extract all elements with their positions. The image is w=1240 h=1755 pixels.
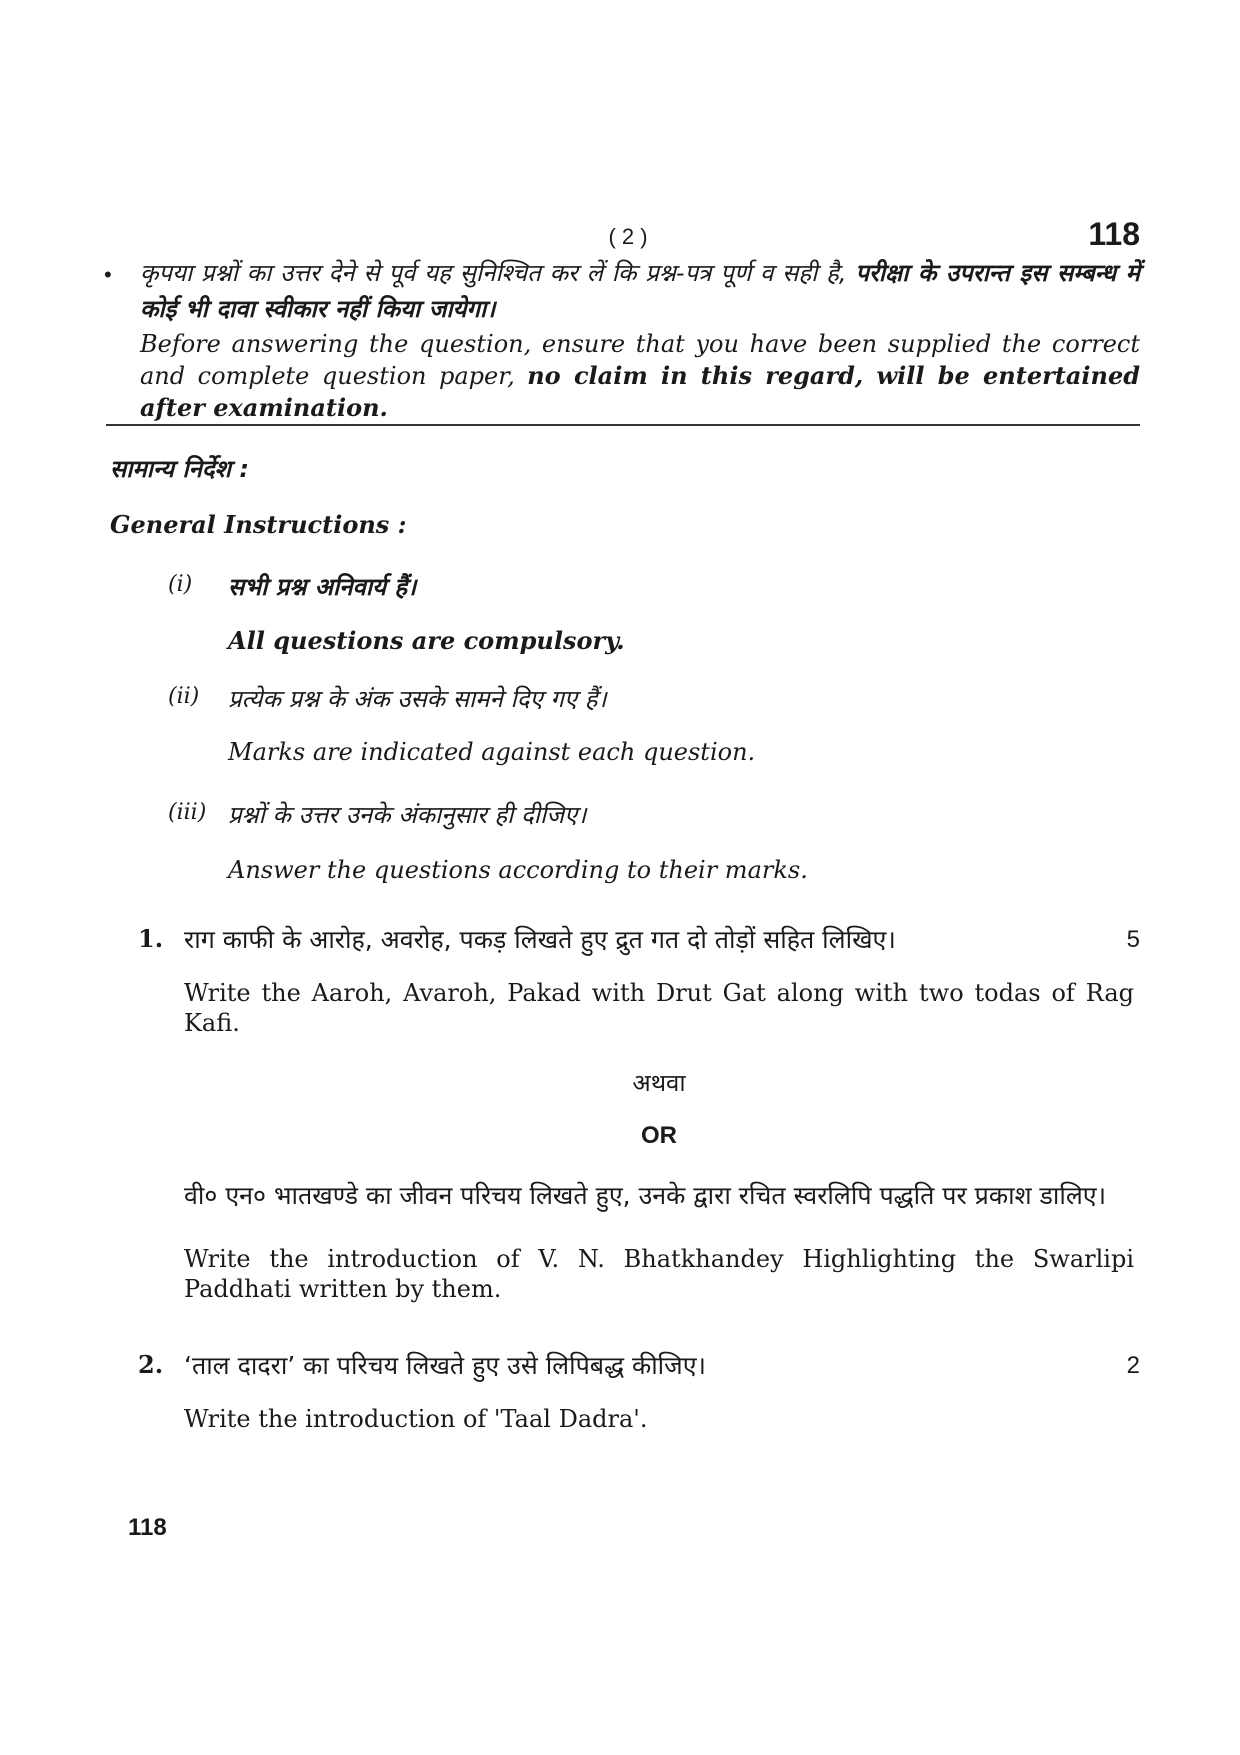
question-english: Write the Aaroh, Avaroh, Pakad with Drut Gat along with two todas of Rag Kafi. (184, 979, 1134, 1037)
question-marks: 5 (1126, 926, 1140, 953)
question-number: 1. (138, 924, 164, 953)
notice-hindi-regular: कृपया प्रश्नों का उत्तर देने से पूर्व यह सुनिश्चित कर लें कि प्रश्न-पत्र पूर्ण व सही है, (140, 259, 856, 287)
instruction-hindi: प्रश्नों के उत्तर उनके अंकानुसार ही दीजिए। (228, 801, 587, 829)
general-instructions-title: General Instructions : (110, 510, 407, 539)
page-number: ( 2 ) (608, 224, 648, 249)
question-alt-english: Write the introduction of V. N. Bhatkhandey Highlighting the Swarlipi Paddhati written by them. (184, 1245, 1134, 1303)
instruction-hindi: प्रत्येक प्रश्न के अंक उसके सामने दिए गए हैं। (228, 685, 607, 713)
question-alt-hindi: वी० एन० भातखण्डे का जीवन परिचय लिखते हुए, उनके द्वारा रचित स्वरलिपि पद्धति पर प्रकाश डालिए। (184, 1181, 1107, 1210)
question-marks: 2 (1126, 1352, 1140, 1379)
question-number: 2. (138, 1350, 164, 1379)
or-english: OR (641, 1122, 677, 1149)
notice-english-bold: no claim in this regard, will be entertained after examination. (140, 361, 1141, 422)
paper-code-header: 118 (1088, 216, 1140, 252)
general-instructions-title-hindi: सामान्य निर्देश : (110, 455, 249, 483)
notice-hindi (140, 255, 1140, 327)
instruction-english: All questions are compulsory. (228, 626, 625, 655)
notice-english (140, 328, 1140, 424)
notice-english-regular: Before answering the question, ensure that you have been supplied the correct and complete question paper, (140, 330, 1140, 390)
instruction-english: Answer the questions according to their marks. (228, 856, 808, 884)
notice-bullet: • (104, 262, 112, 287)
question-hindi: ‘ताल दादरा’ का परिचय लिखते हुए उसे लिपिबद्ध कीजिए। (184, 1351, 706, 1380)
or-hindi: अथवा (632, 1069, 686, 1097)
divider-rule (106, 424, 1140, 426)
instruction-number: (ii) (168, 684, 200, 709)
instruction-number: (iii) (168, 800, 207, 825)
instruction-hindi: सभी प्रश्न अनिवार्य हैं। (228, 573, 417, 601)
question-english: Write the introduction of 'Taal Dadra'. (184, 1405, 648, 1433)
instruction-english: Marks are indicated against each question. (228, 738, 756, 766)
notice-hindi-bold: परीक्षा के उपरान्त इस सम्बन्ध में कोई भी दावा स्वीकार नहीं किया जायेगा। (140, 259, 1140, 323)
instruction-number: (i) (168, 572, 193, 597)
paper-code-footer: 118 (128, 1514, 167, 1541)
question-hindi: राग काफी के आरोह, अवरोह, पकड़ लिखते हुए द्रुत गत दो तोड़ों सहित लिखिए। (184, 925, 896, 954)
